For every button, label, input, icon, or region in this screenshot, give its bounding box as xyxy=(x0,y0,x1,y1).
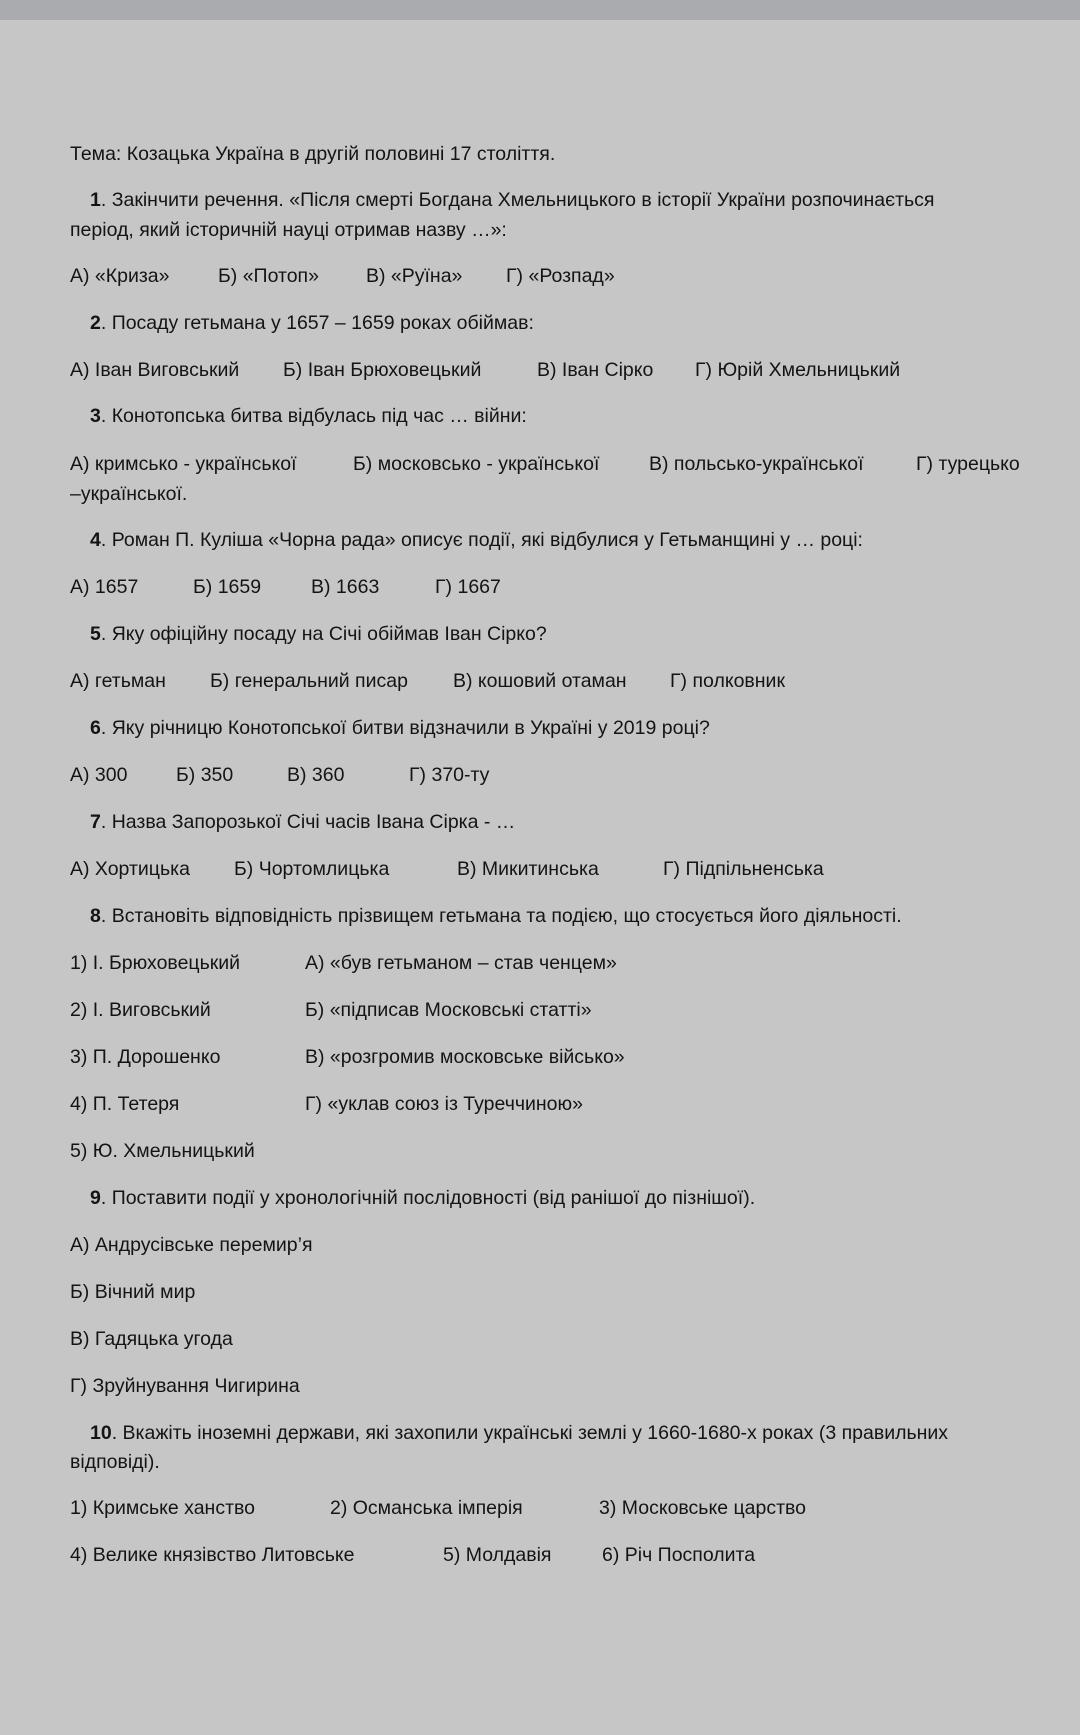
q3-option-d-continuation: –української. xyxy=(70,483,188,505)
question-4: 4. Роман П. Куліша «Чорна рада» описує події, які відбулися у Гетьманщині у … році: xyxy=(90,529,863,551)
question-10-continuation: відповіді). xyxy=(70,1451,160,1473)
question-1-continuation: період, який історичній науці отримав назву …»: xyxy=(70,219,507,241)
page-title: Тема: Козацька Україна в другій половині 17 століття. xyxy=(70,143,556,165)
q2-option-b: Б) Іван Брюховецький xyxy=(283,359,482,381)
q8-left-2: 2) І. Виговський xyxy=(70,999,211,1021)
q5-option-c: В) кошовий отаман xyxy=(453,670,627,692)
q8-right-b: Б) «підписав Московські статті» xyxy=(305,999,592,1021)
q10-option-1: 1) Кримське ханство xyxy=(70,1497,255,1519)
question-9: 9. Поставити події у хронологічній послідовності (від ранішої до пізнішої). xyxy=(90,1187,756,1209)
q6-option-a: А) 300 xyxy=(70,764,128,786)
q8-left-4: 4) П. Тетеря xyxy=(70,1093,180,1115)
q5-option-d: Г) полковник xyxy=(670,670,785,692)
q1-option-c: В) «Руїна» xyxy=(366,265,463,287)
q10-option-6: 6) Річ Посполита xyxy=(602,1544,756,1566)
q6-option-c: В) 360 xyxy=(287,764,345,786)
q2-option-d: Г) Юрій Хмельницький xyxy=(695,359,901,381)
document-page xyxy=(0,20,1080,1735)
q8-left-1: 1) І. Брюховецький xyxy=(70,952,241,974)
q3-option-b: Б) московсько - української xyxy=(353,453,600,475)
q5-option-b: Б) генеральний писар xyxy=(210,670,408,692)
q9-item-b: Б) Вічний мир xyxy=(70,1281,196,1303)
q3-option-a: А) кримсько - української xyxy=(70,453,297,475)
q9-item-c: В) Гадяцька угода xyxy=(70,1328,233,1350)
q9-item-a: А) Андрусівське перемир’я xyxy=(70,1234,313,1256)
q6-option-b: Б) 350 xyxy=(176,764,234,786)
q4-option-a: А) 1657 xyxy=(70,576,139,598)
q7-option-c: В) Микитинська xyxy=(457,858,599,880)
question-7: 7. Назва Запорозької Січі часів Івана Сірка - … xyxy=(90,811,516,833)
q7-option-b: Б) Чортомлицька xyxy=(234,858,390,880)
q10-option-3: 3) Московське царство xyxy=(599,1497,806,1519)
q8-left-3: 3) П. Дорошенко xyxy=(70,1046,221,1068)
q7-option-a: А) Хортицька xyxy=(70,858,190,880)
q10-option-4: 4) Велике князівство Литовське xyxy=(70,1544,355,1566)
q1-option-d: Г) «Розпад» xyxy=(506,265,615,287)
q2-option-a: А) Іван Виговський xyxy=(70,359,240,381)
q3-option-c: В) польсько-української xyxy=(649,453,864,475)
q6-option-d: Г) 370-ту xyxy=(409,764,490,786)
q1-option-b: Б) «Потоп» xyxy=(218,265,319,287)
q1-option-a: А) «Криза» xyxy=(70,265,170,287)
question-3: 3. Конотопська битва відбулась під час … війни: xyxy=(90,405,527,427)
q4-option-b: Б) 1659 xyxy=(193,576,262,598)
q8-left-5: 5) Ю. Хмельницький xyxy=(70,1140,255,1162)
q4-option-d: Г) 1667 xyxy=(435,576,501,598)
q8-right-d: Г) «уклав союз із Туреччиною» xyxy=(305,1093,583,1115)
q7-option-d: Г) Підпільненська xyxy=(663,858,824,880)
question-5: 5. Яку офіційну посаду на Січі обіймав Іван Сірко? xyxy=(90,623,547,645)
q9-item-d: Г) Зруйнування Чигирина xyxy=(70,1375,300,1397)
question-6: 6. Яку річницю Конотопської битви відзначили в Україні у 2019 році? xyxy=(90,717,710,739)
q5-option-a: А) гетьман xyxy=(70,670,166,692)
q8-right-a: А) «був гетьманом – став ченцем» xyxy=(305,952,617,974)
q3-option-d: Г) турецько xyxy=(916,453,1020,475)
top-bar xyxy=(0,0,1080,20)
question-2: 2. Посаду гетьмана у 1657 – 1659 роках обіймав: xyxy=(90,312,534,334)
q2-option-c: В) Іван Сірко xyxy=(537,359,654,381)
q8-right-c: В) «розгромив московське військо» xyxy=(305,1046,625,1068)
question-8: 8. Встановіть відповідність прізвищем гетьмана та подією, що стосується його діяльності. xyxy=(90,905,902,927)
q10-option-2: 2) Османська імперія xyxy=(330,1497,523,1519)
q10-option-5: 5) Молдавія xyxy=(443,1544,552,1566)
question-1: 1. Закінчити речення. «Після смерті Богдана Хмельницького в історії України розпочинається xyxy=(90,189,935,211)
question-10: 10. Вкажіть іноземні держави, які захопили українські землі у 1660-1680-х роках (3 правильних xyxy=(90,1422,949,1444)
q4-option-c: В) 1663 xyxy=(311,576,380,598)
